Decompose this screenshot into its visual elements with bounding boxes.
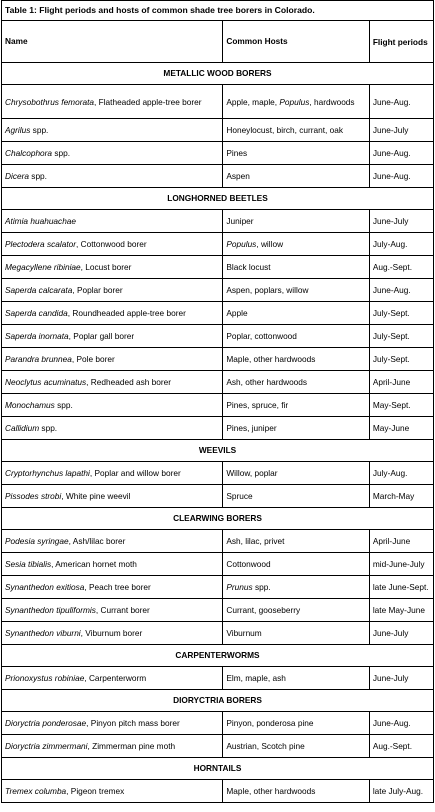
host-text: Pines, spruce, fir [226,399,289,410]
common-hosts-cell [223,165,369,188]
scientific-name: Podesia syringae [5,535,69,546]
table-caption: Table 1: Flight periods and hosts of common shade tree borers in Colorado. [2,1,434,21]
table-row [2,735,434,758]
scientific-name: Megacyllene ribiniae [5,261,81,272]
table-row [2,394,434,417]
flight-period-cell: late May-June [369,599,433,622]
flight-period-cell: mid-June-July [369,553,433,576]
species-name-cell [2,142,223,165]
section-title: CARPENTERWORMS [2,645,434,667]
common-name: , White pine weevil [61,490,131,501]
column-header-name: Name [2,21,223,63]
host-text: Aspen [226,170,250,181]
scientific-name: Atimia huahuachae [5,215,77,226]
flight-period-cell: June-Aug. [369,85,433,119]
flight-period-cell: June-Aug. [369,279,433,302]
common-name: , Ash/lilac borer [68,535,126,546]
common-hosts-cell [223,462,369,485]
common-name: , Locust borer [80,261,132,272]
common-name: , Flatheaded apple-tree borer [94,96,202,107]
section-row [2,645,434,667]
flight-period-cell: June-July [369,622,433,645]
section-row [2,440,434,462]
table-row [2,325,434,348]
scientific-name: Neoclytus acuminatus [5,376,87,387]
flight-period-cell: July-Sept. [369,348,433,371]
host-text: spp. [252,581,271,592]
flight-period-cell: May-Sept. [369,394,433,417]
host-text: Maple, other hardwoods [226,785,316,796]
host-text: Currant, gooseberry [226,604,301,615]
table-row [2,712,434,735]
scientific-name: Dioryctria zimmermani [5,740,88,751]
flight-period-cell: April-June [369,371,433,394]
species-name-cell [2,348,223,371]
host-text: Viburnum [226,627,262,638]
host-text: Ash, lilac, privet [226,535,285,546]
table-row [2,119,434,142]
scientific-name: Dicera [5,170,29,181]
scientific-name: Synanthedon exitiosa [5,581,85,592]
table-row [2,599,434,622]
table-row [2,780,434,803]
common-name: , Poplar borer [72,284,123,295]
scientific-name: Chrysobothrus femorata [5,96,95,107]
host-text: Ash, other hardwoods [226,376,308,387]
common-hosts-cell [223,667,369,690]
common-name: , Carpenterworm [84,672,147,683]
host-text: Populus [226,238,257,249]
table-row [2,302,434,325]
common-hosts-cell [223,119,369,142]
host-text: Prunus [226,581,253,592]
host-text: Pinyon, ponderosa pine [226,717,314,728]
species-name-cell [2,622,223,645]
host-text: Cottonwood [226,558,271,569]
species-name-cell [2,371,223,394]
species-name-cell [2,256,223,279]
scientific-name: Prionoxystus robiniae [5,672,85,683]
common-hosts-cell [223,325,369,348]
scientific-name: Cryptorhynchus lapathi [5,467,90,478]
scientific-name: Saperda inornata [5,330,69,341]
species-name-cell [2,530,223,553]
scientific-name: Parandra brunnea [5,353,72,364]
host-text: Poplar, cottonwood [226,330,297,341]
common-hosts-cell [223,530,369,553]
species-name-cell [2,302,223,325]
common-hosts-cell [223,233,369,256]
scientific-name: Chalcophora [5,147,53,158]
host-text: Spruce [226,490,253,501]
flight-period-cell: May-June [369,417,433,440]
common-hosts-cell [223,394,369,417]
table-row [2,553,434,576]
host-text: Austrian, Scotch pine [226,740,305,751]
caption-row [2,1,434,21]
host-text: Populus [279,96,310,107]
section-title: DIORYCTRIA BORERS [2,690,434,712]
flight-period-cell: July-Aug. [369,233,433,256]
scientific-name: Sesia tibialis [5,558,52,569]
host-text: Willow, poplar [226,467,278,478]
borers-table [1,0,434,803]
species-name-cell [2,325,223,348]
common-hosts-cell [223,85,369,119]
flight-period-cell: late July-Aug. [369,780,433,803]
common-name: , Redheaded ash borer [86,376,172,387]
flight-period-cell: June-Aug. [369,712,433,735]
common-hosts-cell [223,712,369,735]
species-name-cell [2,712,223,735]
common-hosts-cell [223,371,369,394]
section-row [2,758,434,780]
header-row [2,21,434,63]
common-hosts-cell [223,576,369,599]
common-name: , Cottonwood borer [76,238,147,249]
species-name-cell [2,165,223,188]
species-name-cell [2,394,223,417]
common-name: , Zimmerman pine moth [87,740,176,751]
scientific-name: Agrilus [5,124,31,135]
common-name: , Pigeon tremex [66,785,125,796]
common-hosts-cell [223,279,369,302]
scientific-name: Synanthedon tipuliformis [5,604,96,615]
flight-period-cell: June-July [369,667,433,690]
species-name-cell [2,233,223,256]
table-row [2,210,434,233]
table-row [2,279,434,302]
host-text: Apple [226,307,248,318]
table-row [2,622,434,645]
table-row [2,256,434,279]
scientific-name: Tremex columba [5,785,67,796]
species-name-cell [2,417,223,440]
host-text: , hardwoods [309,96,355,107]
common-hosts-cell [223,302,369,325]
host-text: Honeylocust, birch, currant, oak [226,124,344,135]
species-name-cell [2,279,223,302]
common-hosts-cell [223,348,369,371]
common-hosts-cell [223,210,369,233]
section-row [2,188,434,210]
common-name: spp. [30,124,49,135]
common-name: spp. [28,170,47,181]
table-row [2,576,434,599]
species-name-cell [2,553,223,576]
flight-period-cell: June-July [369,210,433,233]
column-header-hosts: Common Hosts [223,21,369,63]
species-name-cell [2,210,223,233]
table-row [2,462,434,485]
scientific-name: Dioryctria ponderosae [5,717,87,728]
common-hosts-cell [223,417,369,440]
common-name: , Currant borer [95,604,150,615]
section-row [2,508,434,530]
flight-period-cell: April-June [369,530,433,553]
flight-period-cell: Aug.-Sept. [369,256,433,279]
section-title: METALLIC WOOD BORERS [2,63,434,85]
flight-period-cell: Aug.-Sept. [369,735,433,758]
column-header-flight-periods: Flight periods [369,21,433,63]
common-name: , Pinyon pitch mass borer [86,717,180,728]
section-title: LONGHORNED BEETLES [2,188,434,210]
section-title: WEEVILS [2,440,434,462]
common-name: , Peach tree borer [84,581,151,592]
table-row [2,233,434,256]
flight-period-cell: June-July [369,119,433,142]
section-title: HORNTAILS [2,758,434,780]
common-hosts-cell [223,622,369,645]
host-text: Black locust [226,261,271,272]
common-name: , Poplar and willow borer [89,467,181,478]
scientific-name: Plectodera scalator [5,238,77,249]
flight-period-cell: June-Aug. [369,142,433,165]
species-name-cell [2,780,223,803]
table-row [2,667,434,690]
table-row [2,85,434,119]
scientific-name: Saperda candida [5,307,68,318]
common-hosts-cell [223,142,369,165]
host-text: Maple, other hardwoods [226,353,316,364]
flight-period-cell: March-May [369,485,433,508]
common-name: , Viburnum borer [80,627,143,638]
table-row [2,530,434,553]
common-name: , Pole borer [71,353,115,364]
table-row [2,371,434,394]
common-hosts-cell [223,256,369,279]
scientific-name: Saperda calcarata [5,284,73,295]
species-name-cell [2,119,223,142]
scientific-name: Synanthedon viburni [5,627,81,638]
scientific-name: Callidium [5,422,40,433]
section-row [2,690,434,712]
section-title: CLEARWING BORERS [2,508,434,530]
flight-period-cell: July-Sept. [369,325,433,348]
scientific-name: Pissodes strobi [5,490,62,501]
common-hosts-cell [223,735,369,758]
table-row [2,165,434,188]
table-row [2,142,434,165]
flight-period-cell: July-Aug. [369,462,433,485]
species-name-cell [2,735,223,758]
host-text: Pines, juniper [226,422,277,433]
species-name-cell [2,576,223,599]
common-name: spp. [54,399,73,410]
common-name: spp. [52,147,71,158]
species-name-cell [2,667,223,690]
flight-period-cell: late June-Sept. [369,576,433,599]
flight-period-cell: July-Sept. [369,302,433,325]
table-row [2,348,434,371]
species-name-cell [2,485,223,508]
host-text: Juniper [226,215,254,226]
host-text: Apple, maple, [226,96,280,107]
table-row [2,485,434,508]
host-text: , willow [256,238,284,249]
scientific-name: Monochamus [5,399,55,410]
species-name-cell [2,462,223,485]
section-row [2,63,434,85]
common-hosts-cell [223,485,369,508]
common-hosts-cell [223,553,369,576]
host-text: Elm, maple, ash [226,672,286,683]
flight-period-cell: June-Aug. [369,165,433,188]
table-body [2,1,434,803]
common-name: , Poplar gall borer [68,330,135,341]
common-hosts-cell [223,780,369,803]
common-name: spp. [39,422,58,433]
table-row [2,417,434,440]
common-name: , American hornet moth [51,558,137,569]
host-text: Aspen, poplars, willow [226,284,309,295]
host-text: Pines [226,147,248,158]
species-name-cell [2,85,223,119]
common-name: , Roundheaded apple-tree borer [67,307,186,318]
common-hosts-cell [223,599,369,622]
species-name-cell [2,599,223,622]
